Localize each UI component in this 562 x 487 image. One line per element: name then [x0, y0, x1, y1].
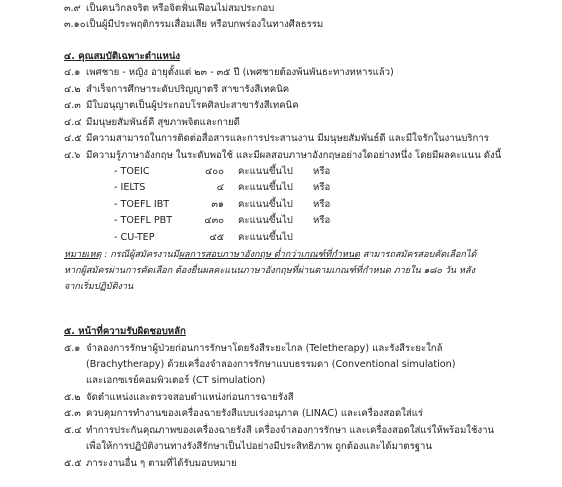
item-number: ๕.๓: [64, 408, 81, 419]
test-name: - TOEFL PBT: [114, 215, 173, 226]
item-number: ๕.๑: [64, 343, 81, 354]
item-text: เพื่อให้การปฏิบัติงานทางรังสีรักษาเป็นไปอย่างมีประสิทธิภาพ ถูกต้องและได้มาตรฐาน: [86, 441, 432, 452]
note-underlined-text: ผลการสอบภาษาอังกฤษ ต่ำกว่าเกณฑ์ที่กำหนด: [178, 250, 360, 260]
item-text: ควบคุมการทำงานของเครื่องฉายรังสีแบบเร่งอนุภาค (LINAC) และเครื่องสอดใส่แร่: [86, 408, 424, 419]
item-text: สำเร็จการศึกษาระดับปริญญาตรี สาขารังสีเทคนิค: [86, 84, 290, 95]
score-or: หรือ: [313, 166, 331, 177]
score-unit: คะแนนขึ้นไป: [238, 215, 293, 226]
section-heading: ๔. คุณสมบัติเฉพาะตำแหน่ง: [64, 51, 181, 62]
note-text: : กรณีผู้สมัครงานมี: [101, 250, 179, 260]
test-name: - TOEFL IBT: [114, 199, 170, 210]
item-number: ๕.๔: [64, 425, 82, 436]
item-text: เป็นคนวิกลจริต หรือจิตฟั่นเฟือนไม่สมประกอบ: [86, 3, 275, 14]
item-number: ๕.๕: [64, 458, 82, 469]
note-line-3: จากเริ่มปฏิบัติงาน: [64, 282, 134, 292]
item-number: ๓.๑๐: [64, 19, 86, 30]
section-heading: ๕. หน้าที่ความรับผิดชอบหลัก: [64, 326, 186, 337]
item-text: มีความสามารถในการติดต่อสื่อสารและการประสานงาน มีมนุษยสัมพันธ์ดี และมีใจรักในงานบริการ: [86, 133, 489, 144]
test-name: - IELTS: [114, 182, 146, 193]
test-score: ๓๑: [211, 199, 224, 210]
note-line-1: [64, 248, 476, 263]
item-text: (Brachytherapy) ด้วยเครื่องจำลองการรักษาแบบธรรมดา (Conventional simulation): [86, 359, 456, 370]
item-text: มีใบอนุญาตเป็นผู้ประกอบโรคศิลปะสาขารังสีเทคนิค: [86, 100, 299, 111]
item-text: ภาระงานอื่น ๆ ตามที่ได้รับมอบหมาย: [86, 458, 237, 469]
test-score: ๔๕: [209, 232, 224, 243]
item-text: และเอกซเรย์คอมพิวเตอร์ (CT simulation): [86, 375, 266, 386]
item-number: ๔.๓: [64, 100, 81, 111]
test-score: ๔๓๐: [204, 215, 224, 226]
score-unit: คะแนนขึ้นไป: [238, 166, 293, 177]
item-number: ๔.๕: [64, 133, 82, 144]
item-number: ๓.๙: [64, 3, 81, 14]
score-unit: คะแนนขึ้นไป: [238, 232, 293, 243]
item-number: ๕.๒: [64, 392, 81, 403]
test-score: ๔: [216, 182, 224, 193]
note-text: สามารถสมัครสอบคัดเลือกได้: [359, 250, 477, 260]
note-line-2: หากผู้สมัครผ่านการคัดเลือก ต้องยื่นผลคะแนนภาษาอังกฤษที่ผ่านตามเกณฑ์ที่กำหนด ภายใน ๑๘๐ วัน หลัง: [64, 266, 476, 276]
score-or: หรือ: [313, 199, 331, 210]
item-text: จำลองการรักษาผู้ป่วยก่อนการรักษาโดยรังสีระยะไกล (Teletherapy) และรังสีระยะใกล้: [86, 343, 443, 354]
item-number: ๔.๒: [64, 84, 81, 95]
item-text: ทำการประกันคุณภาพของเครื่องฉายรังสี เครื่องจำลองการรักษา และเครื่องสอดใส่แร่ให้พร้อมใช้งาน: [86, 425, 495, 436]
item-text: มีมนุษยสัมพันธ์ดี สุขภาพจิตและกายดี: [86, 117, 240, 128]
score-unit: คะแนนขึ้นไป: [238, 182, 293, 193]
score-unit: คะแนนขึ้นไป: [238, 199, 293, 210]
item-number: ๔.๑: [64, 67, 81, 78]
item-text: มีความรู้ภาษาอังกฤษ ในระดับพอใช้ และมีผลสอบภาษาอังกฤษอย่างใดอย่างหนึ่ง โดยมีผลคะแนน ดังนี้: [86, 150, 502, 161]
test-score: ๔๐๐: [205, 166, 224, 177]
score-or: หรือ: [313, 215, 331, 226]
test-name: - CU-TEP: [114, 232, 155, 243]
score-or: หรือ: [313, 182, 331, 193]
item-text: จัดตำแหน่งและตรวจสอบตำแหน่งก่อนการฉายรังสี: [86, 392, 294, 403]
item-number: ๔.๖: [64, 150, 81, 161]
test-name: - TOEIC: [114, 166, 150, 177]
note-label: หมายเหตุ: [64, 250, 102, 260]
item-text: เพศชาย - หญิง อายุตั้งแต่ ๒๓ - ๓๕ ปี (เพศชายต้องพ้นพันธะทางทหารแล้ว): [86, 67, 394, 78]
item-number: ๔.๔: [64, 117, 82, 128]
item-text: เป็นผู้มีประพฤติกรรมเสื่อมเสีย หรือบกพร่องในทางศีลธรรม: [86, 19, 324, 30]
